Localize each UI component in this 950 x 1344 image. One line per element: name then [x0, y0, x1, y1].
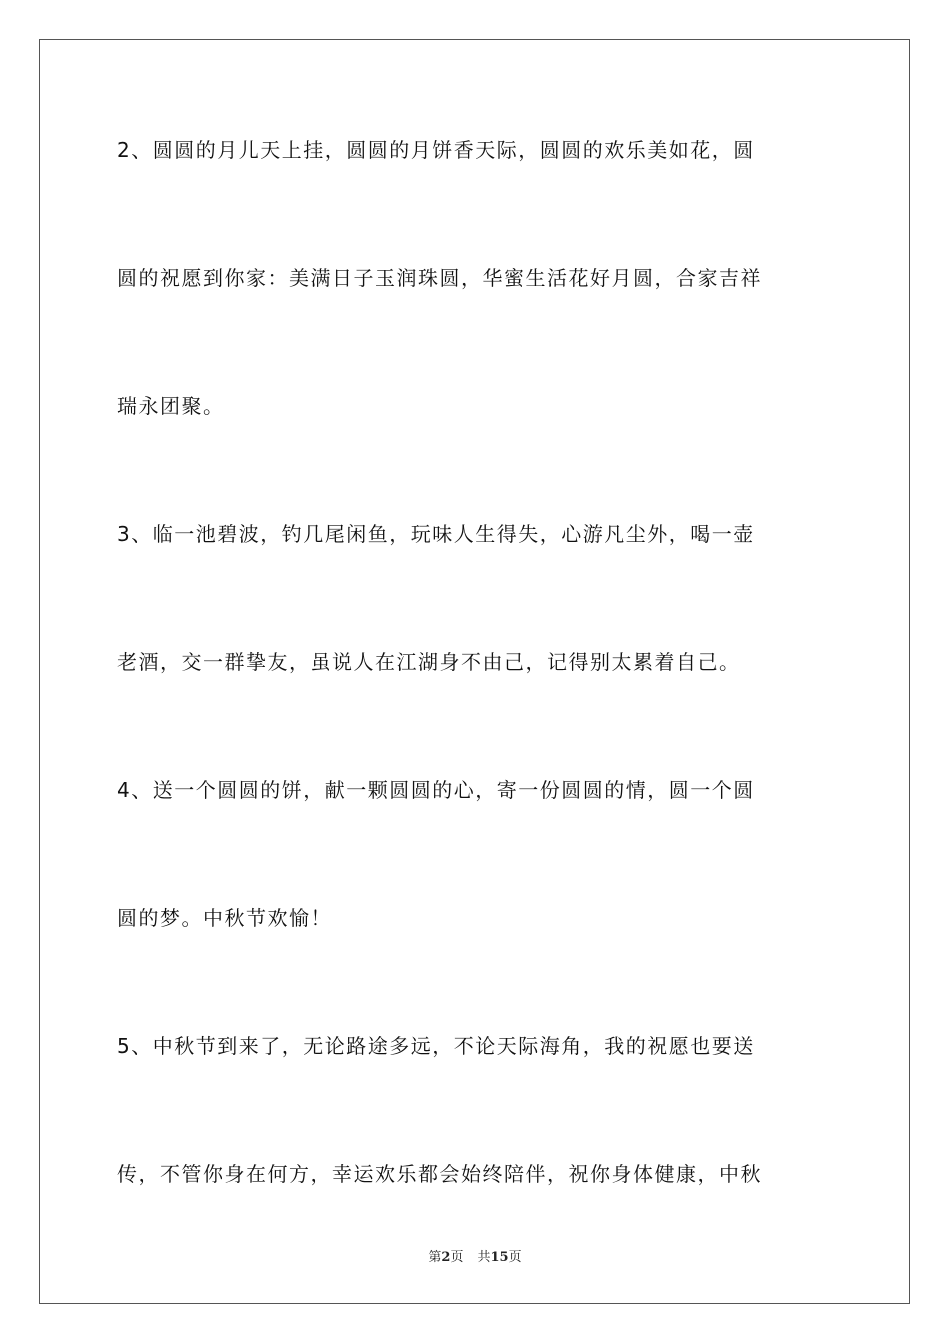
page-suffix: 页	[450, 1250, 464, 1265]
total-suffix: 页	[508, 1250, 522, 1265]
text-line-3: 瑞永团聚。	[117, 394, 225, 418]
text-line-1: 2、圆圆的月儿天上挂，圆圆的月饼香天际，圆圆的欢乐美如花，圆	[117, 138, 755, 162]
page-current: 2	[441, 1250, 451, 1265]
text-line-6: 4、送一个圆圆的饼，献一颗圆圆的心，寄一份圆圆的情，圆一个圆	[117, 778, 755, 802]
total-pages: 15	[490, 1250, 509, 1265]
page-footer	[0, 1246, 950, 1265]
text-line-4: 3、临一池碧波，钓几尾闲鱼，玩味人生得失，心游凡尘外，喝一壶	[117, 522, 755, 546]
text-line-7: 圆的梦。中秋节欢愉！	[117, 906, 332, 930]
document-body	[117, 130, 837, 1282]
text-line-5: 老酒，交一群挚友，虽说人在江湖身不由己，记得别太累着自己。	[117, 650, 741, 674]
text-line-9: 传，不管你身在何方，幸运欢乐都会始终陪伴，祝你身体健康，中秋	[117, 1162, 762, 1186]
total-prefix: 共	[477, 1250, 491, 1265]
text-line-2: 圆的祝愿到你家：美满日子玉润珠圆，华蜜生活花好月圆，合家吉祥	[117, 266, 762, 290]
page-prefix: 第	[428, 1250, 442, 1265]
text-line-8: 5、中秋节到来了，无论路途多远，不论天际海角，我的祝愿也要送	[117, 1034, 755, 1058]
